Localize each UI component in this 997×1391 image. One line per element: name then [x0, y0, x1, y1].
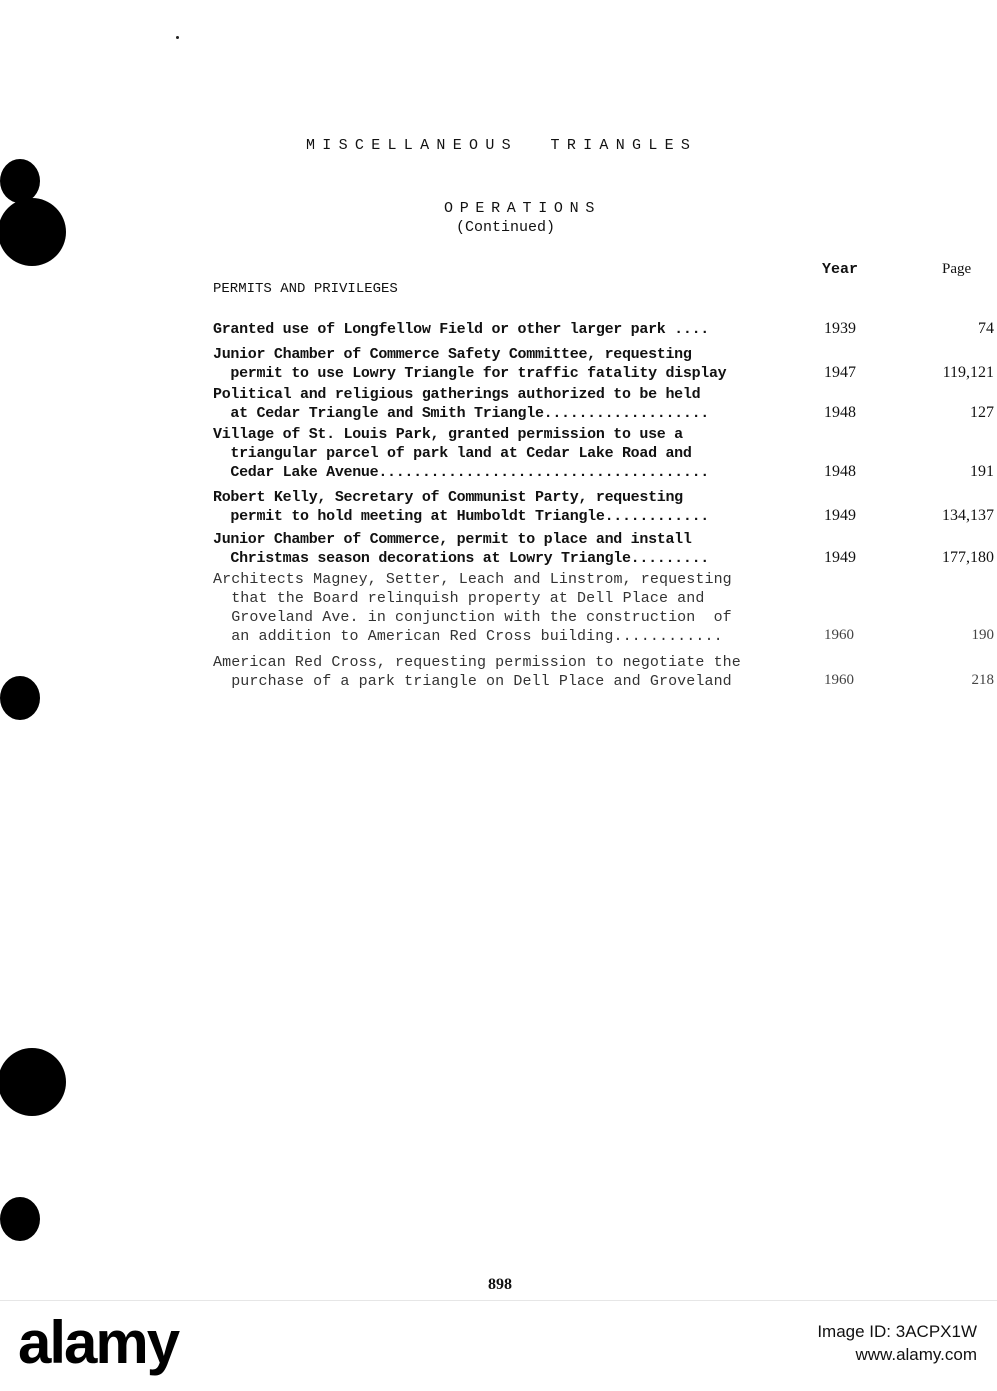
entry-page: 191 [970, 463, 994, 480]
entry-text-line: that the Board relinquish property at Dell Place and [213, 590, 705, 607]
entry-text-line: permit to use Lowry Triangle for traffic fatality display [213, 365, 727, 382]
entry-text-line: Groveland Ave. in conjunction with the construction of [213, 609, 732, 626]
entry-text-line: Cedar Lake Avenue...................................... [213, 464, 709, 481]
document-subtitle: OPERATIONS [444, 200, 602, 217]
entry-year: 1960 [824, 627, 854, 643]
entry-year: 1948 [824, 463, 856, 480]
entry-year: 1948 [824, 404, 856, 421]
entry-text-line: purchase of a park triangle on Dell Place and Groveland [213, 673, 732, 690]
punch-hole-icon [0, 198, 66, 266]
entry-text-line: triangular parcel of park land at Cedar Lake Road and [213, 445, 692, 462]
entry-page: 127 [970, 404, 994, 421]
entry-page: 74 [978, 320, 994, 337]
section-heading: PERMITS AND PRIVILEGES [213, 281, 398, 297]
entry-text-line: Granted use of Longfellow Field or other larger park .... [213, 321, 709, 338]
entry-page: 177,180 [942, 549, 994, 566]
entry-text-line: Junior Chamber of Commerce Safety Committee, requesting [213, 346, 692, 363]
page-column-header: Page [942, 261, 972, 277]
document-title: MISCELLANEOUS TRIANGLES [306, 137, 698, 154]
year-column-header: Year [822, 261, 859, 278]
entry-text-line: Junior Chamber of Commerce, permit to place and install [213, 531, 692, 548]
punch-hole-icon [0, 1048, 66, 1116]
entry-page: 190 [971, 627, 994, 643]
brand-logo: alamy [18, 1309, 179, 1376]
entry-text-line: American Red Cross, requesting permission to negotiate the [213, 654, 741, 671]
entry-year: 1947 [824, 364, 856, 381]
speck [176, 36, 179, 39]
entry-year: 1949 [824, 549, 856, 566]
page-number: 898 [488, 1276, 512, 1293]
image-id-label: Image ID: 3ACPX1W [817, 1322, 977, 1341]
continued-label: (Continued) [456, 219, 556, 236]
binding-mark [0, 228, 12, 232]
entry-text-line: Christmas season decorations at Lowry Triangle......... [213, 550, 709, 567]
punch-hole-icon [0, 676, 40, 720]
entry-text-line: at Cedar Triangle and Smith Triangle................... [213, 405, 709, 422]
entry-text-line: Political and religious gatherings authorized to be held [213, 386, 701, 403]
entry-text-line: an addition to American Red Cross building............ [213, 628, 723, 645]
entry-year: 1960 [824, 672, 854, 688]
punch-hole-icon [0, 1197, 40, 1241]
entry-text-line: Robert Kelly, Secretary of Communist Party, requesting [213, 489, 683, 506]
entry-page: 134,137 [942, 507, 994, 524]
entry-year: 1949 [824, 507, 856, 524]
site-url: www.alamy.com [855, 1345, 977, 1364]
entry-text-line: Architects Magney, Setter, Leach and Linstrom, requesting [213, 571, 732, 588]
entry-year: 1939 [824, 320, 856, 337]
entry-text-line: Village of St. Louis Park, granted permission to use a [213, 426, 683, 443]
punch-hole-icon [0, 159, 40, 203]
binding-mark [0, 1078, 12, 1082]
entry-page: 218 [971, 672, 994, 688]
entry-text-line: permit to hold meeting at Humboldt Triangle............ [213, 508, 709, 525]
entry-page: 119,121 [942, 364, 994, 381]
